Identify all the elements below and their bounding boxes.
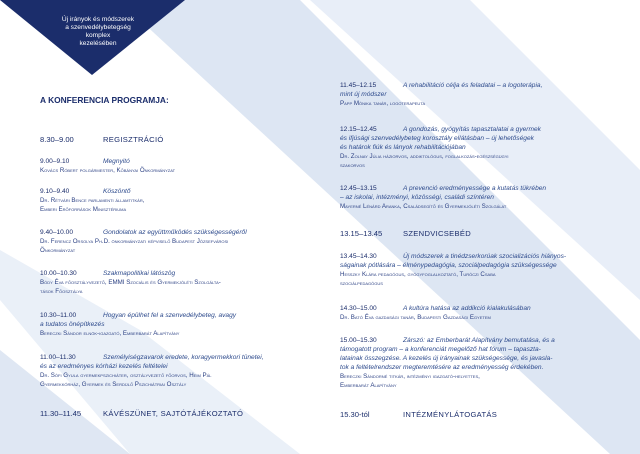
program-title: A gondozás, gyógyítás tapasztalatai a gyermek	[403, 126, 541, 133]
program-speaker: Dr. Zolnay Júlia háziorvos, addiktológus, foglalkozás-egészségügyi	[340, 153, 509, 160]
program-time: 9.10–9.40	[40, 188, 70, 195]
banner-text	[56, 16, 140, 48]
program-label: SZENDVICSEBÉD	[403, 229, 472, 238]
program-label: KÁVÉSZÜNET, SAJTÓTÁJÉKOZTATÓ	[103, 409, 244, 418]
program-speaker: tások Főosztálya	[40, 288, 83, 295]
program-title-cont: ságainak pótlására – élménypedagógia, szociálpedagógia szükségessége	[340, 262, 557, 269]
program-title: Zárszó: az Emberbarát Alapítvány bemutatása, és a	[403, 337, 555, 344]
program-title-cont: latainak összegzése. A kezelés új irányainak szükségessége, és javasla-	[340, 355, 553, 362]
program-speaker: Dr. Bató Éva gazdasági tanár, Budapesti Gazdasági Egyetem	[340, 314, 491, 321]
program-title-cont: a tudatos önépítkezés	[40, 321, 105, 328]
program-time: 15.00–15.30	[340, 337, 377, 344]
program-time: 9.40–10.00	[40, 229, 74, 236]
program-speaker: Önkormányzat	[40, 247, 76, 254]
program-title: A kultúra hatása az addikció kialakulásában	[403, 305, 531, 312]
program-label: REGISZTRÁCIÓ	[103, 135, 164, 144]
program-speaker: Gyermekkórház, Gyermek és Serdülő Pszichiátriai Osztály	[40, 381, 187, 388]
program-time: 14.30–15.00	[340, 305, 377, 312]
program-time: 9.00–9.10	[40, 158, 70, 165]
program-title-cont: és határok fiúk és lányok rehabilitációjában	[340, 144, 466, 151]
program-title-cont: támogatott program – a konferenciát megelőző hat fórum – tapaszta-	[340, 346, 541, 353]
program-speaker: Dr. Rétvári Bence parlamenti államtitkár,	[40, 197, 145, 204]
program-time: 11.30–11.45	[40, 409, 82, 418]
program-time: 8.30–9.00	[40, 135, 74, 144]
banner-line: a szenvedélybetegség	[65, 24, 131, 31]
program-time: 11.00–11.30	[40, 354, 76, 361]
program-title: A prevenció eredményessége a kutatás tükrében	[403, 185, 547, 192]
program-speaker: Mayerné Lénárd Aranka, Családsegítő és Gyermekjóléti Szolgálat	[340, 203, 507, 210]
program-time: 11.45–12.15	[340, 82, 377, 89]
page-title: A KONFERENCIA PROGRAMJA:	[40, 95, 169, 105]
program-speaker: Dr. Ferencz Orsolya Ph.D. önkormányzati képviselő Budapest Józsefvárosi	[40, 238, 229, 245]
program-title: A rehabilitáció célja és feladatai – a logoterápia,	[403, 82, 543, 89]
program-title: Szakmapolitikai látószög	[103, 270, 176, 277]
program-title-cont: és az eredményes kórházi kezelés feltételei	[40, 363, 168, 370]
program-title-cont: – az iskolai, intézményi, közösségi, családi színtéren	[340, 194, 494, 201]
banner-line: Új irányok és módszerek	[61, 16, 135, 23]
banner-line: kezelésében	[79, 40, 117, 47]
program-speaker: Papp Mónika tanár, logoterapeuta	[340, 100, 426, 107]
program-time: 12.15–12.45	[340, 126, 377, 133]
program-title-cont: és ifjúsági szenvedélybeteg korosztály ellátásban – új lehetőségek	[340, 135, 534, 142]
program-title: Köszöntő	[103, 188, 131, 195]
program-speaker: Hesszky Klára pedagógus, gyógyfoglalkoztató, Turóczi Csaba	[340, 271, 496, 278]
program-title-cont: mint új módszer	[340, 91, 387, 98]
banner-line: komplex	[85, 32, 111, 39]
program-speaker: Bereczki Sándor elnök-igazgató, Emberbarát Alapítvány	[40, 330, 180, 337]
program-speaker: Emberi Erőforrások Minisztériuma	[40, 206, 127, 213]
program-title: Hogyan épülhet fel a szenvedélybeteg, avagy	[103, 312, 237, 319]
program-title: Személyiségzavarok eredete, koragyermekkori tünetei,	[103, 354, 264, 361]
program-speaker: Emberbarát Alapítvány	[340, 382, 397, 389]
program-speaker: Kovács Róbert polgármester, Kőbányai Önkormányzat	[40, 167, 176, 174]
program-time: 15.30-tól	[340, 410, 370, 419]
program-time: 10.30–11.00	[40, 312, 77, 319]
program-time: 13.15–13.45	[340, 229, 383, 238]
program-title: Gondolatok az együttműködés szükségességéről	[103, 229, 247, 236]
program-title: Megnyitó	[103, 158, 130, 165]
program-time: 13.45–14.30	[340, 253, 377, 260]
program-title-cont: tok a feltételrendszer megteremtésére az eredményesség érdekében.	[340, 364, 544, 371]
program-speaker: szociálpedagógus	[340, 280, 383, 287]
program-speaker: Bereczki Sándorné titkár, intézményi igazgató-helyettes,	[340, 373, 480, 380]
program-label: INTÉZMÉNYLÁTOGATÁS	[403, 410, 498, 419]
program-time: 10.00–10.30	[40, 270, 77, 277]
program-speaker: szakorvos	[340, 162, 365, 169]
program-speaker: Bódy Éva főosztályvezető, EMMI Szociális és Gyermekjóléti Szolgálta-	[40, 279, 221, 286]
program-title: Új módszerek a tinédzserkorúak szocializációs hiányos-	[403, 253, 567, 260]
program-speaker: Dr. Sófi Gyula gyermekpszichiáter, osztályvezető főorvos, Heim Pál	[40, 372, 212, 379]
program-time: 12.45–13.15	[340, 185, 377, 192]
